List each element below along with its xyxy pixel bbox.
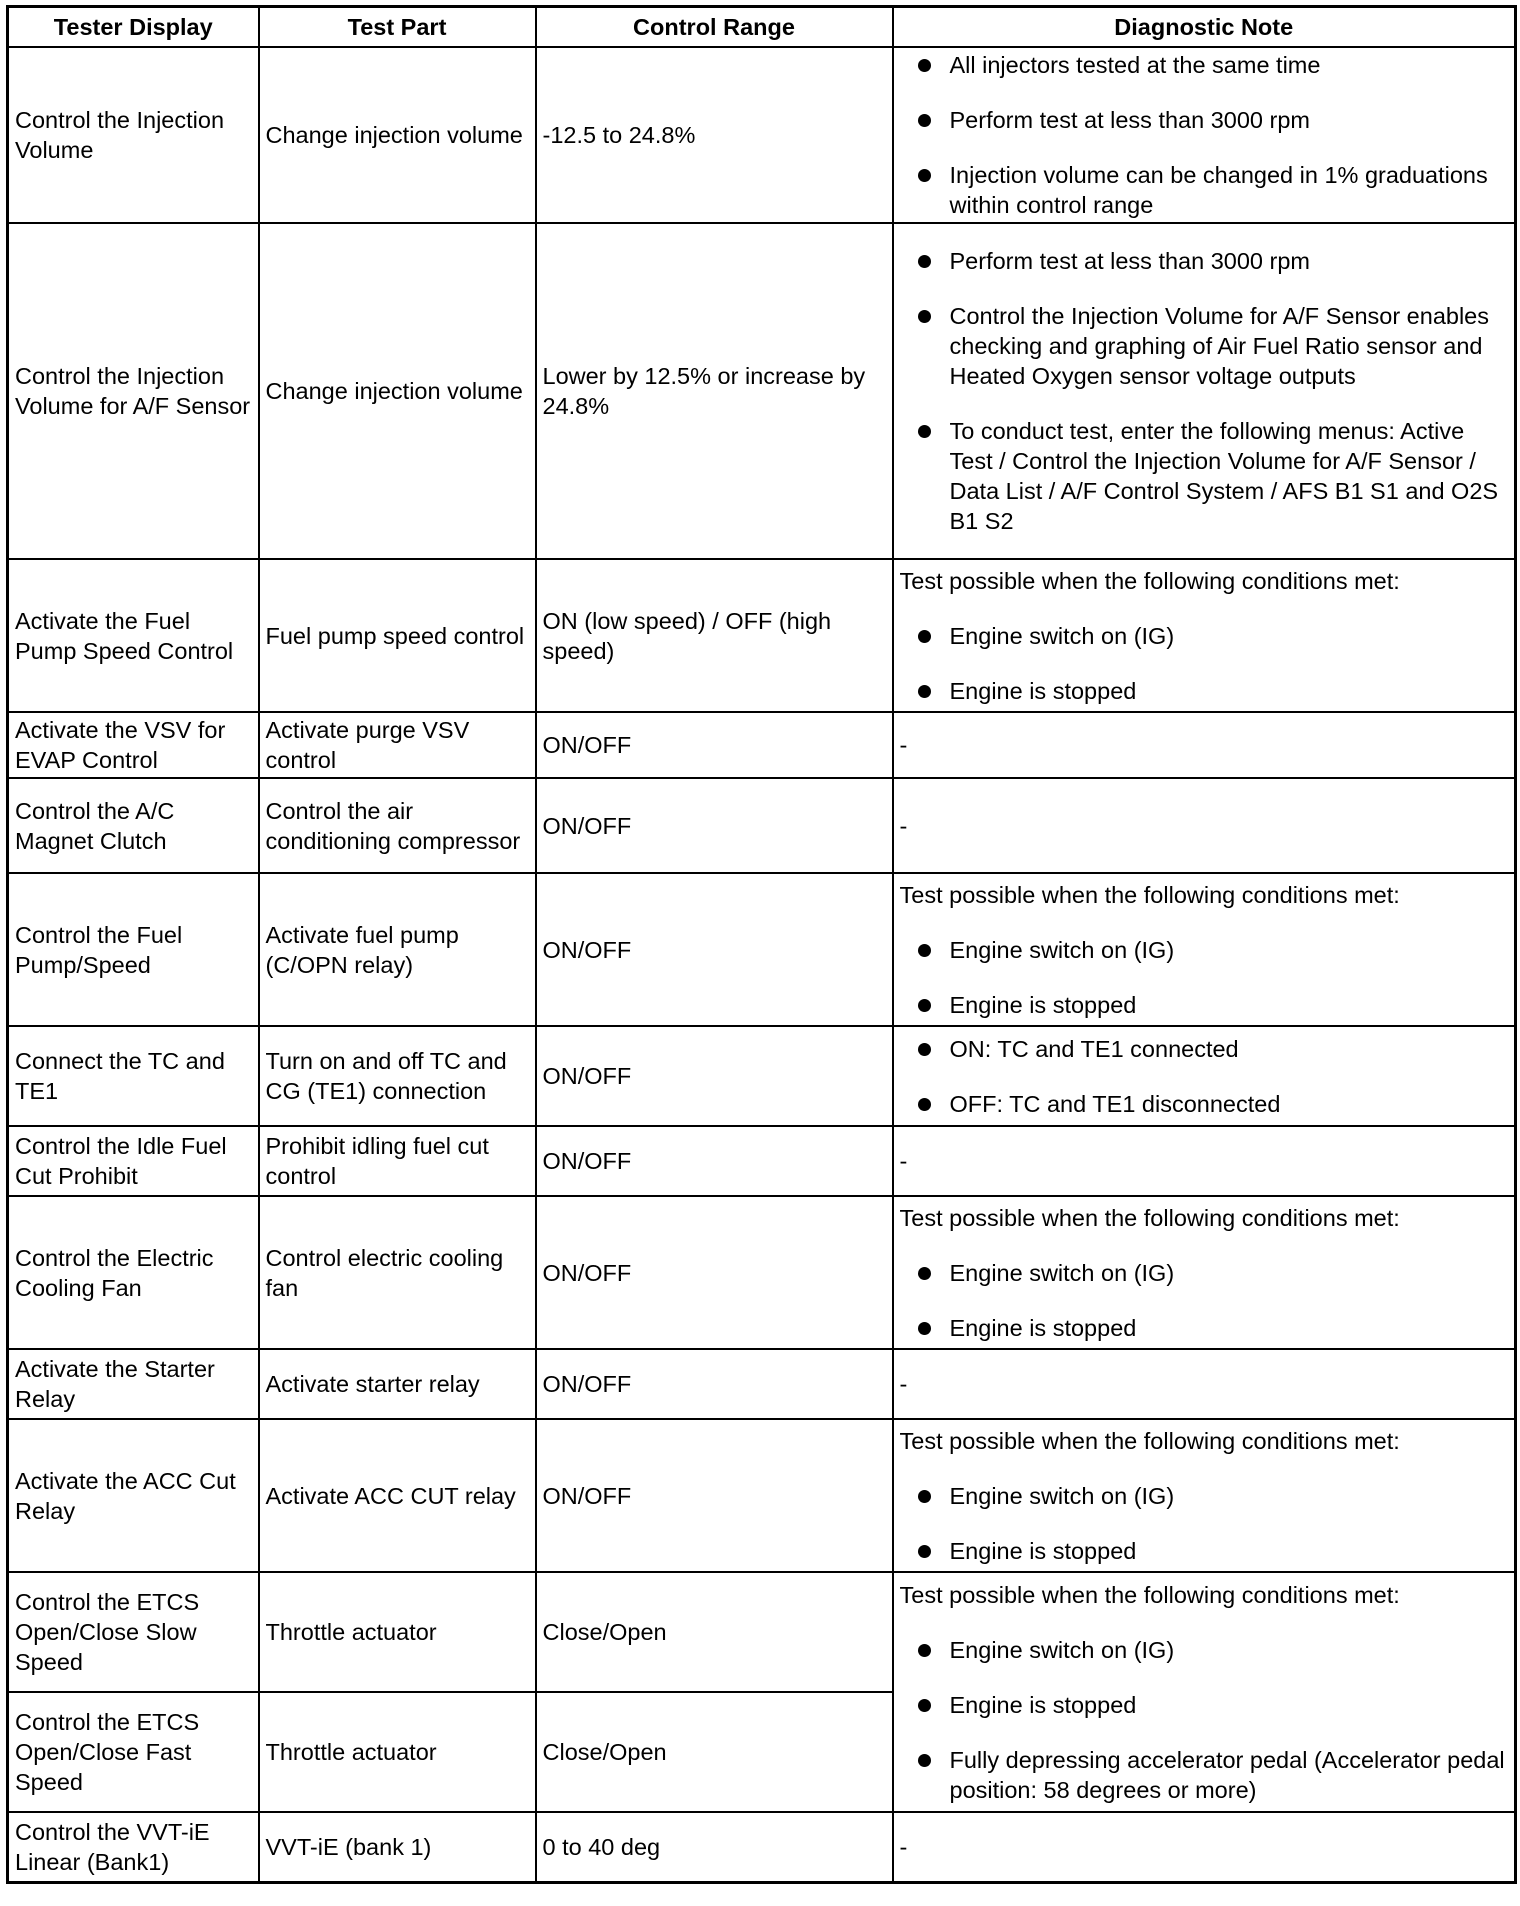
list-item xyxy=(900,1034,1507,1064)
diagnostic-note-cell xyxy=(893,1026,1516,1126)
note-text: OFF: TC and TE1 disconnected xyxy=(949,1090,1281,1117)
note-text: ON: TC and TE1 connected xyxy=(949,1035,1239,1062)
conditions-lead-text: Test possible when the following conditions met: xyxy=(899,1581,1400,1608)
diagnostic-note-cell xyxy=(893,223,1516,559)
note-text: Engine switch on (IG) xyxy=(949,936,1175,963)
note-bullet-list xyxy=(900,1635,1507,1805)
control-range-cell: 0 to 40 deg xyxy=(536,1812,893,1882)
tester-display-cell: Control the Idle Fuel Cut Prohibit xyxy=(8,1126,259,1196)
list-item xyxy=(900,105,1507,135)
control-range-cell: ON/OFF xyxy=(536,778,893,873)
test-part-cell: Control electric cooling fan xyxy=(259,1196,536,1349)
note-bullet-list xyxy=(900,1481,1507,1566)
list-item xyxy=(900,1089,1507,1119)
note-bullet-list xyxy=(900,246,1507,536)
diagnostic-note-cell xyxy=(893,1349,1516,1419)
note-text: Engine switch on (IG) xyxy=(949,1259,1175,1286)
control-range-cell: -12.5 to 24.8% xyxy=(536,47,893,223)
tester-display-cell: Control the Injection Volume xyxy=(8,47,259,223)
list-item xyxy=(900,676,1507,706)
bullet-dot-icon xyxy=(918,255,931,268)
note-text: Engine switch on (IG) xyxy=(949,1482,1175,1509)
diagnostic-note-cell xyxy=(893,712,1516,778)
note-text: Control the Injection Volume for A/F Sensor enables checking and graphing of Air Fuel Ratio sensor and Heated Oxygen sensor voltage outputs xyxy=(949,303,1490,389)
diagnostic-note-cell xyxy=(893,1812,1516,1882)
tester-display-cell: Activate the ACC Cut Relay xyxy=(8,1419,259,1572)
table-row xyxy=(8,47,1516,223)
list-item xyxy=(900,50,1507,80)
tester-display-cell: Control the ETCS Open/Close Fast Speed xyxy=(8,1692,259,1812)
table-row xyxy=(8,559,1516,712)
bullet-dot-icon xyxy=(918,169,931,182)
control-range-cell: ON (low speed) / OFF (high speed) xyxy=(536,559,893,712)
note-bullet-list xyxy=(900,621,1507,706)
control-range-cell: ON/OFF xyxy=(536,1349,893,1419)
bullet-dot-icon xyxy=(918,685,931,698)
note-text: Engine is stopped xyxy=(949,1691,1137,1718)
note-text: Engine is stopped xyxy=(949,677,1137,704)
active-test-table xyxy=(6,5,1517,1884)
note-bullet-list xyxy=(900,50,1507,220)
bullet-dot-icon xyxy=(918,59,931,72)
test-part-cell: Control the air conditioning compressor xyxy=(259,778,536,873)
tester-display-cell: Control the VVT-iE Linear (Bank1) xyxy=(8,1812,259,1882)
diagnostic-note-cell xyxy=(893,778,1516,873)
test-part-cell: Activate purge VSV control xyxy=(259,712,536,778)
note-text: Injection volume can be changed in 1% graduations within control range xyxy=(949,162,1488,218)
tester-display-cell: Control the Electric Cooling Fan xyxy=(8,1196,259,1349)
list-item xyxy=(900,1313,1507,1343)
control-range-cell: ON/OFF xyxy=(536,1196,893,1349)
bullet-dot-icon xyxy=(918,1267,931,1280)
table-row xyxy=(8,873,1516,1026)
diagnostic-note-cell xyxy=(893,559,1516,712)
conditions-lead-text: Test possible when the following conditions met: xyxy=(899,1427,1400,1454)
note-text: Perform test at less than 3000 rpm xyxy=(949,248,1310,274)
bullet-dot-icon xyxy=(918,1490,931,1503)
column-header-tester-display: Tester Display xyxy=(8,7,259,48)
table-row xyxy=(8,778,1516,873)
note-text: Engine is stopped xyxy=(949,1537,1137,1564)
not-applicable-dash: - xyxy=(899,1371,908,1397)
table-header-row xyxy=(8,7,1516,48)
note-text: Engine switch on (IG) xyxy=(949,622,1175,649)
tester-display-cell: Control the Fuel Pump/Speed xyxy=(8,873,259,1026)
note-text: All injectors tested at the same time xyxy=(949,52,1321,78)
list-item xyxy=(900,1481,1507,1511)
diagnostic-note-cell xyxy=(893,1572,1516,1812)
bullet-dot-icon xyxy=(918,1043,931,1056)
diagnostic-note-cell xyxy=(893,873,1516,1026)
not-applicable-dash: - xyxy=(899,1148,908,1174)
tester-display-cell: Control the Injection Volume for A/F Sensor xyxy=(8,223,259,559)
table-body xyxy=(8,47,1516,1882)
control-range-cell: ON/OFF xyxy=(536,1026,893,1126)
bullet-dot-icon xyxy=(918,1322,931,1335)
note-bullet-list xyxy=(900,1258,1507,1343)
not-applicable-dash: - xyxy=(899,1833,908,1860)
bullet-dot-icon xyxy=(918,1545,931,1558)
list-item xyxy=(900,1536,1507,1566)
bullet-dot-icon xyxy=(918,1098,931,1111)
table-row xyxy=(8,1126,1516,1196)
control-range-cell: ON/OFF xyxy=(536,1419,893,1572)
control-range-cell: ON/OFF xyxy=(536,1126,893,1196)
bullet-dot-icon xyxy=(918,310,931,323)
table-row xyxy=(8,1196,1516,1349)
list-item xyxy=(900,1635,1507,1665)
column-header-test-part: Test Part xyxy=(259,7,536,48)
bullet-dot-icon xyxy=(918,999,931,1012)
not-applicable-dash: - xyxy=(899,732,908,758)
list-item xyxy=(900,301,1507,391)
note-text: Engine is stopped xyxy=(949,1314,1137,1341)
conditions-lead-text: Test possible when the following conditions met: xyxy=(899,567,1400,594)
note-text: To conduct test, enter the following menus: Active Test / Control the Injection Volume for A/F Sensor / Data List / A/F Control System / AFS B1 S1 and O2S B1 S2 xyxy=(949,418,1499,534)
test-part-cell: Prohibit idling fuel cut control xyxy=(259,1126,536,1196)
diagnostic-note-cell xyxy=(893,47,1516,223)
tester-display-cell: Control the A/C Magnet Clutch xyxy=(8,778,259,873)
list-item xyxy=(900,1690,1507,1720)
bullet-dot-icon xyxy=(918,1754,931,1767)
bullet-dot-icon xyxy=(918,944,931,957)
table-row xyxy=(8,1812,1516,1882)
tester-display-cell: Activate the VSV for EVAP Control xyxy=(8,712,259,778)
active-test-table-wrapper xyxy=(6,5,1514,1884)
tester-display-cell: Connect the TC and TE1 xyxy=(8,1026,259,1126)
table-row xyxy=(8,1419,1516,1572)
list-item xyxy=(900,1745,1507,1805)
bullet-dot-icon xyxy=(918,114,931,127)
note-text: Perform test at less than 3000 rpm xyxy=(949,107,1310,133)
control-range-cell: Lower by 12.5% or increase by 24.8% xyxy=(536,223,893,559)
test-part-cell: Throttle actuator xyxy=(259,1572,536,1692)
control-range-cell: Close/Open xyxy=(536,1692,893,1812)
list-item xyxy=(900,621,1507,651)
diagnostic-note-cell xyxy=(893,1419,1516,1572)
note-bullet-list xyxy=(900,935,1507,1020)
test-part-cell: VVT-iE (bank 1) xyxy=(259,1812,536,1882)
note-text: Engine is stopped xyxy=(949,991,1137,1018)
list-item xyxy=(900,160,1507,220)
bullet-dot-icon xyxy=(918,1644,931,1657)
conditions-lead-text: Test possible when the following conditions met: xyxy=(899,881,1400,908)
tester-display-cell: Activate the Fuel Pump Speed Control xyxy=(8,559,259,712)
control-range-cell: Close/Open xyxy=(536,1572,893,1692)
test-part-cell: Turn on and off TC and CG (TE1) connection xyxy=(259,1026,536,1126)
bullet-dot-icon xyxy=(918,425,931,438)
not-applicable-dash: - xyxy=(899,812,908,839)
tester-display-cell: Activate the Starter Relay xyxy=(8,1349,259,1419)
test-part-cell: Change injection volume xyxy=(259,47,536,223)
note-text: Fully depressing accelerator pedal (Accelerator pedal position: 58 degrees or more) xyxy=(949,1746,1505,1803)
list-item xyxy=(900,246,1507,276)
table-row xyxy=(8,223,1516,559)
note-bullet-list xyxy=(900,1034,1507,1119)
table-row xyxy=(8,1026,1516,1126)
diagnostic-note-cell xyxy=(893,1196,1516,1349)
list-item xyxy=(900,990,1507,1020)
test-part-cell: Change injection volume xyxy=(259,223,536,559)
table-row xyxy=(8,1572,1516,1692)
test-part-cell: Activate starter relay xyxy=(259,1349,536,1419)
test-part-cell: Activate fuel pump (C/OPN relay) xyxy=(259,873,536,1026)
bullet-dot-icon xyxy=(918,630,931,643)
list-item xyxy=(900,416,1507,536)
column-header-diagnostic-note: Diagnostic Note xyxy=(893,7,1516,48)
test-part-cell: Throttle actuator xyxy=(259,1692,536,1812)
control-range-cell: ON/OFF xyxy=(536,712,893,778)
table-row xyxy=(8,1349,1516,1419)
diagnostic-note-cell xyxy=(893,1126,1516,1196)
note-text: Engine switch on (IG) xyxy=(949,1636,1175,1663)
bullet-dot-icon xyxy=(918,1699,931,1712)
column-header-control-range: Control Range xyxy=(536,7,893,48)
conditions-lead-text: Test possible when the following conditions met: xyxy=(899,1204,1400,1231)
list-item xyxy=(900,1258,1507,1288)
table-row xyxy=(8,712,1516,778)
list-item xyxy=(900,935,1507,965)
tester-display-cell: Control the ETCS Open/Close Slow Speed xyxy=(8,1572,259,1692)
test-part-cell: Activate ACC CUT relay xyxy=(259,1419,536,1572)
control-range-cell: ON/OFF xyxy=(536,873,893,1026)
test-part-cell: Fuel pump speed control xyxy=(259,559,536,712)
